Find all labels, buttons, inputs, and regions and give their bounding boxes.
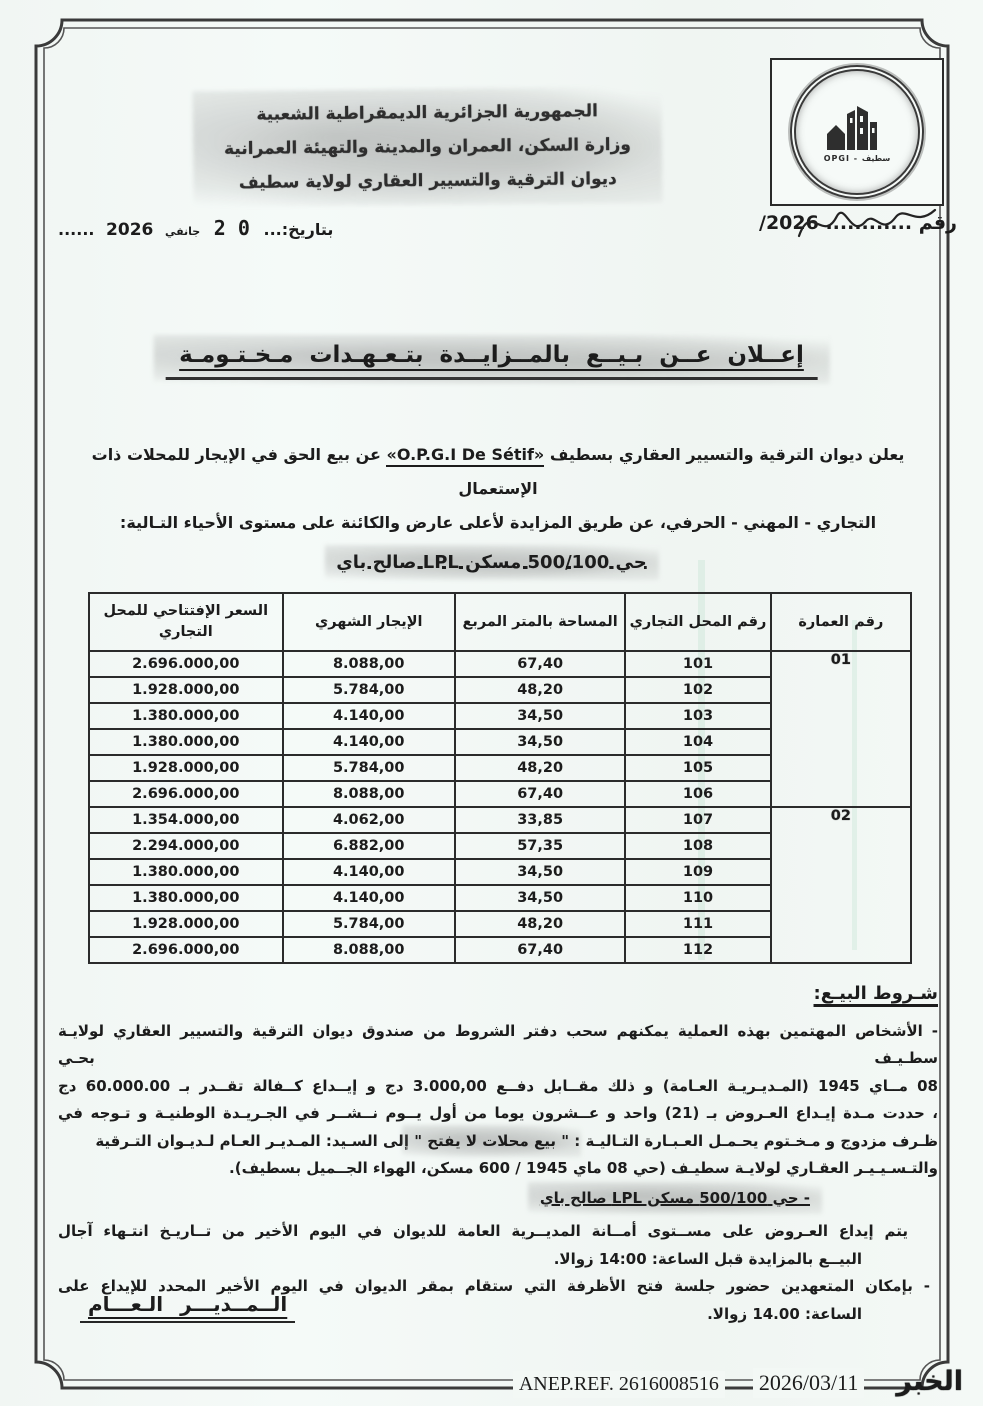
district-text: - حي 500/100 مسكن LPL صالح باي — [539, 1188, 810, 1207]
shop-number-cell: 110 — [625, 885, 770, 911]
rent-cell: 5.784,00 — [283, 755, 455, 781]
price-cell: 1.380.000,00 — [89, 885, 283, 911]
opgi-seal — [790, 65, 924, 199]
shop-number-cell: 102 — [625, 677, 770, 703]
terms-line: الساعة: 14.00 زوالا. — [707, 1304, 862, 1323]
terms-line: ، حددت مـدة إيـداع العـروض بـ (21) واحد و عــشرون يوما من أول يــوم نــشــر في الجـريـدة الوطنيـة و تـوجه في — [58, 1104, 938, 1122]
rent-cell: 8.088,00 — [283, 781, 455, 807]
header-monthly-rent: الإيجار الشهري — [283, 593, 455, 651]
terms-line: 08 مــاي 1945 (المـديـريـة العـامة) و ذلك مقــابل دفــع 3.000,00 دج و إيــداع كــفالة تقــدر بـ 60.000.00 دج — [58, 1076, 938, 1095]
price-cell: 1.354.000,00 — [89, 807, 283, 833]
rent-cell: 4.140,00 — [283, 703, 455, 729]
shop-number-cell: 107 — [625, 807, 770, 833]
price-cell: 1.928.000,00 — [89, 911, 283, 937]
ref-dots: ............ — [825, 212, 913, 234]
terms-line: - بإمكان المتعهدين حضور جلسة فتح الأظرفة التي ستقام بمقر الديوان في اليوم الأخير المحدد للإيداع على — [58, 1277, 930, 1295]
shop-number-cell: 103 — [625, 703, 770, 729]
opgi-logo-box — [770, 58, 944, 206]
shop-number-cell: 106 — [625, 781, 770, 807]
date-month-stamp: جانفي — [164, 225, 201, 238]
area-cell: 34,50 — [455, 729, 625, 755]
ministry-line: وزارة السكن، العمران والمدينة والتهيئة العمرانية — [223, 134, 632, 160]
ref-label: رقم — [918, 212, 957, 234]
table-row — [89, 651, 911, 677]
price-cell: 1.380.000,00 — [89, 859, 283, 885]
intro-post: عن بيع الحق في الإيجار للمحلات ذات الإستعمال — [91, 445, 538, 498]
shop-number-cell: 104 — [625, 729, 770, 755]
price-cell: 2.696.000,00 — [89, 781, 283, 807]
footer — [513, 1366, 967, 1398]
price-cell: 1.380.000,00 — [89, 729, 283, 755]
rent-cell: 4.140,00 — [283, 885, 455, 911]
building-number-cell: 01 — [771, 651, 911, 807]
building-number-cell: 02 — [771, 807, 911, 963]
shop-number-cell: 108 — [625, 833, 770, 859]
area-cell: 34,50 — [455, 885, 625, 911]
area-cell: 48,20 — [455, 677, 625, 703]
elkhabar-newspaper-logo: الخبر — [896, 1366, 963, 1397]
buildings-icon — [821, 102, 893, 154]
terms-section — [58, 980, 938, 1328]
area-cell: 67,40 — [455, 781, 625, 807]
terms-heading: شـروط البيـع: — [813, 983, 938, 1004]
header-opening-price: السعر الإفتتاحي للمحل التجاري — [89, 593, 283, 651]
header-shop-number: رقم المحل التجاري — [625, 593, 770, 651]
shop-number-cell: 105 — [625, 755, 770, 781]
header-building-number: رقم العمارة — [771, 593, 911, 651]
rent-cell: 8.088,00 — [283, 651, 455, 677]
date-label: بتاريخ:... — [263, 220, 334, 239]
shop-number-cell: 112 — [625, 937, 770, 963]
rent-cell: 4.140,00 — [283, 859, 455, 885]
area-cell: 34,50 — [455, 703, 625, 729]
area-cell: 34,50 — [455, 859, 625, 885]
area-cell: 33,85 — [455, 807, 625, 833]
price-cell: 1.380.000,00 — [89, 703, 283, 729]
letterhead-stamp — [204, 94, 650, 201]
area-cell: 67,40 — [455, 937, 625, 963]
rent-cell: 5.784,00 — [283, 677, 455, 703]
republic-line: الجمهورية الجزائرية الديمقراطية الشعبية — [256, 101, 598, 125]
table-header-row — [89, 593, 911, 651]
anep-ref: ANEP.REF. 2616008516 — [513, 1371, 725, 1398]
terms-line: والتـسـيـيـر العقـاري لولايـة سطيـف (حي 08 ماي 1945 / 600 مسكن، الهواء الجــميل بسطيف). — [229, 1159, 938, 1177]
announcement-title: إعــلان عــن بـيــع بالمــزايــدة بتـعـهـدات مـخـتـومـة — [165, 342, 818, 380]
area-cell: 57,35 — [455, 833, 625, 859]
rent-cell: 4.140,00 — [283, 729, 455, 755]
rent-cell: 8.088,00 — [283, 937, 455, 963]
shop-number-cell: 101 — [625, 651, 770, 677]
table-caption: حي 500/100 مسكن LPL صالح باي — [336, 552, 647, 573]
shop-number-cell: 109 — [625, 859, 770, 885]
intro-line-2: التجاري - المهني - الحرفي، عن طريق المزايدة لأعلى عارض والكائنة على مستوى الأحياء التـالية: — [119, 513, 877, 532]
price-cell: 1.928.000,00 — [89, 755, 283, 781]
date-trailing-dots: ...... — [58, 220, 95, 239]
terms-line: يتم إيداع العـروض على مســتوى أمــانة المديــرية العامة للديوان في اليوم الأخير من تــاريـخ انتـهاء آجال — [58, 1222, 908, 1240]
price-cell: 1.928.000,00 — [89, 677, 283, 703]
sealed-envelope-phrase: " بيع محلات لا يفتح " — [414, 1131, 570, 1150]
terms-line: البيــع بالمزايدة قبل الساعة: 14:00 زوالا. — [553, 1249, 862, 1268]
area-cell: 48,20 — [455, 755, 625, 781]
district-line — [58, 1185, 938, 1213]
date-year-stamp: 2026 — [106, 220, 154, 240]
logo-org-text: OPGI - سطيف — [823, 153, 891, 163]
price-cell: 2.696.000,00 — [89, 651, 283, 677]
rent-cell: 4.062,00 — [283, 807, 455, 833]
table-row — [89, 807, 911, 833]
area-cell: 48,20 — [455, 911, 625, 937]
rent-cell: 5.784,00 — [283, 911, 455, 937]
office-line: ديوان الترقية والتسيير العقاري لولاية سطيف — [238, 169, 617, 193]
opgi-brand-name: «O.P.G.I De Sétif» — [386, 445, 544, 467]
ref-year: /2026 — [759, 212, 819, 234]
date-day-stamp: 0 2 — [213, 216, 250, 240]
intro-paragraph — [58, 438, 938, 540]
rent-cell: 6.882,00 — [283, 833, 455, 859]
header-area: المساحة بالمتر المربع — [455, 593, 625, 651]
general-director-signature: الــمــديـــر الـعـــام — [80, 1292, 295, 1323]
handwritten-signature — [793, 192, 943, 254]
price-cell: 2.696.000,00 — [89, 937, 283, 963]
publication-date: 2026/03/11 — [753, 1368, 864, 1398]
terms-line: - الأشخاص المهتمين بهذه العملية يمكنهم سحب دفتر الشروط من صندوق ديوان الترقية والتسيير العقاري لولايـة سطـيـف بحـي — [58, 1021, 938, 1067]
terms-line-post: إلى السـيد: المـديـر العـام لـديـوان التـرقية — [95, 1131, 409, 1150]
area-cell: 67,40 — [455, 651, 625, 677]
price-cell: 2.294.000,00 — [89, 833, 283, 859]
date-line — [58, 216, 333, 240]
terms-line — [58, 1128, 938, 1156]
shop-number-cell: 111 — [625, 911, 770, 937]
intro-pre: يعلن ديوان الترقية والتسيير العقاري بسطيف — [544, 445, 905, 464]
lots-table — [88, 592, 912, 964]
terms-line-pre: ظـرف مزدوج و مـخـتوم يحـمـل العـبـارة التـاليـة : — [569, 1131, 938, 1150]
intro-line-1 — [58, 438, 938, 506]
